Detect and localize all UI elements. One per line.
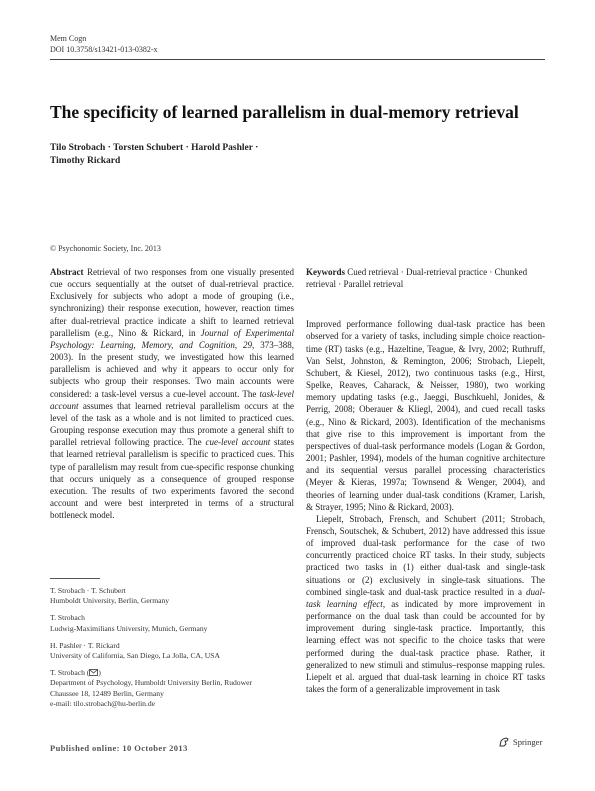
affiliation-1: T. Strobach · T. Schubert Humboldt University, Berlin, Germany bbox=[50, 586, 170, 606]
journal-name: Mem Cogn bbox=[50, 34, 87, 43]
affiliations bbox=[50, 586, 294, 716]
contact-email[interactable]: e-mail: tilo.strobach@hu-berlin.de bbox=[50, 698, 156, 708]
contact-author: T. Strobach ( ) Department of Psychology, Humboldt University Berlin, Rudower Chaussee 18, 12489 Berlin, Germany e-mail: tilo.strobach@hu-berlin.de bbox=[50, 668, 294, 709]
citation-link[interactable]: 2003 bbox=[50, 352, 68, 363]
author-line-1: Tilo Strobach · Torsten Schubert · Harold Pashler · bbox=[50, 143, 259, 153]
abstract-label: Abstract bbox=[50, 267, 84, 277]
article-title: The specificity of learned parallelism in dual-memory retrieval bbox=[50, 102, 519, 122]
envelope-icon bbox=[89, 669, 98, 676]
author-list bbox=[50, 142, 310, 167]
doi[interactable]: DOI 10.3758/s13421-013-0382-x bbox=[50, 45, 158, 54]
affiliation-3: H. Pashler · T. Rickard University of California, San Diego, La Jolla, CA, USA bbox=[50, 640, 220, 661]
intro-paragraph-2: Liepelt, Strobach, Frensch, and Schubert (2011; Strobach, Frensch, Soutschek, & Schubert, 2012) have addressed this issue of improved dual-task performance for the case of two concurrently practiced choice RT tasks. In their study, subjects practiced two tasks in (1) either dual-task and single-task situations or (2) exclusively in single-task situations. The combined single-task and dual-task practice resulted in a dual-task learning effect, as indicated by more improvement in performance on the dual task than could be accounted for by improvement during single-task practice. Importantly, this learning effect was not specific to the choice tasks that were performed during the dual-task practice phase. Rather, it generalized to new stimuli and stimulus–response mapping rules. Liepelt et al. argued that dual-task learning in choice RT tasks takes the form of a generalizable improvement in task bbox=[306, 513, 545, 694]
springer-horse-icon bbox=[498, 736, 510, 748]
published-online: Published online: 10 October 2013 bbox=[50, 743, 188, 753]
publisher-logo bbox=[498, 736, 542, 748]
author-line-2: Timothy Rickard bbox=[50, 155, 121, 166]
keywords-label: Keywords bbox=[306, 267, 345, 277]
copyright-notice: © Psychonomic Society, Inc. 2013 bbox=[50, 244, 161, 253]
running-header bbox=[50, 33, 158, 55]
right-column bbox=[306, 266, 545, 695]
header-rule bbox=[50, 59, 545, 60]
left-column bbox=[50, 266, 294, 521]
intro-paragraph-1: Improved performance following dual-task practice has been observed for a variety of tasks, including simple choice reaction-time (RT) tasks (e.g., Hazeltine, Teague, & Ivry, 2002; Ruthruff, Van Selst, Johnston, & Remington, 2006; Strobach, Liepelt, Schubert, & Kiesel, 2012), two continuous tasks (e.g., Hirst, Spelke, Reaves, Caharack, & Neisser, 1980), two working memory updating tasks (e.g., Jaeggi, Buschkuehl, Jonides, & Perrig, 2008; Oberauer & Kliegl, 2004), and cued recall tasks (e.g., Nino & Rickard, 2003). Identification of the mechanisms that give rise to this improvement is important from the perspectives of dual-task performance models (Logan & Gordon, 2001; Pashler, 1994), models of the human cognitive architecture and its sequential versus parallel processing characteristics (Meyer & Kieras, 1997a; Townsend & Wenger, 2004), and theories of learning under dual-task conditions (Kramer, Larish, & Strayer, 1995; Nino & Rickard, 2003). bbox=[306, 319, 545, 512]
footnote-rule bbox=[50, 578, 100, 579]
keywords: Keywords Cued retrieval · Dual-retrieval practice · Chunked retrieval · Parallel retrieval bbox=[306, 267, 528, 290]
abstract: Abstract Retrieval of two responses from one visually presented cue occurs sequentially at the outset of dual-retrieval practice. Exclusively for subjects who adopt a mode of grouping (i.e., synchronizing) their response execution, however, reaction times after dual-retrieval practice indicate a shift to learned retrieval parallelism (e.g., Nino & Rickard, in Journal of Experimental Psychology: Learning, Memory, and Cognition, 29, 373–388, 2003). In the present study, we investigated how this learned parallelism is achieved and why it appears to occur only for subjects who group their responses. Two main accounts were considered: a task-level versus a cue-level account. The task-level account assumes that learned retrieval parallelism occurs at the level of the task as a whole and is not limited to practiced cues. Grouping response execution may thus promote a general shift to parallel retrieval following practice. The cue-level account states that learned retrieval parallelism is specific to practiced cues. This type of parallelism may result from cue-specific response chunking that occurs uniquely as a consequence of grouped response execution. The results of two experiments favored the second account and were best interpreted in terms of a structural bottleneck model. bbox=[50, 267, 295, 521]
publisher-name: Springer bbox=[513, 737, 543, 747]
affiliation-2: T. Strobach Ludwig-Maximilians University, Munich, Germany bbox=[50, 613, 208, 633]
